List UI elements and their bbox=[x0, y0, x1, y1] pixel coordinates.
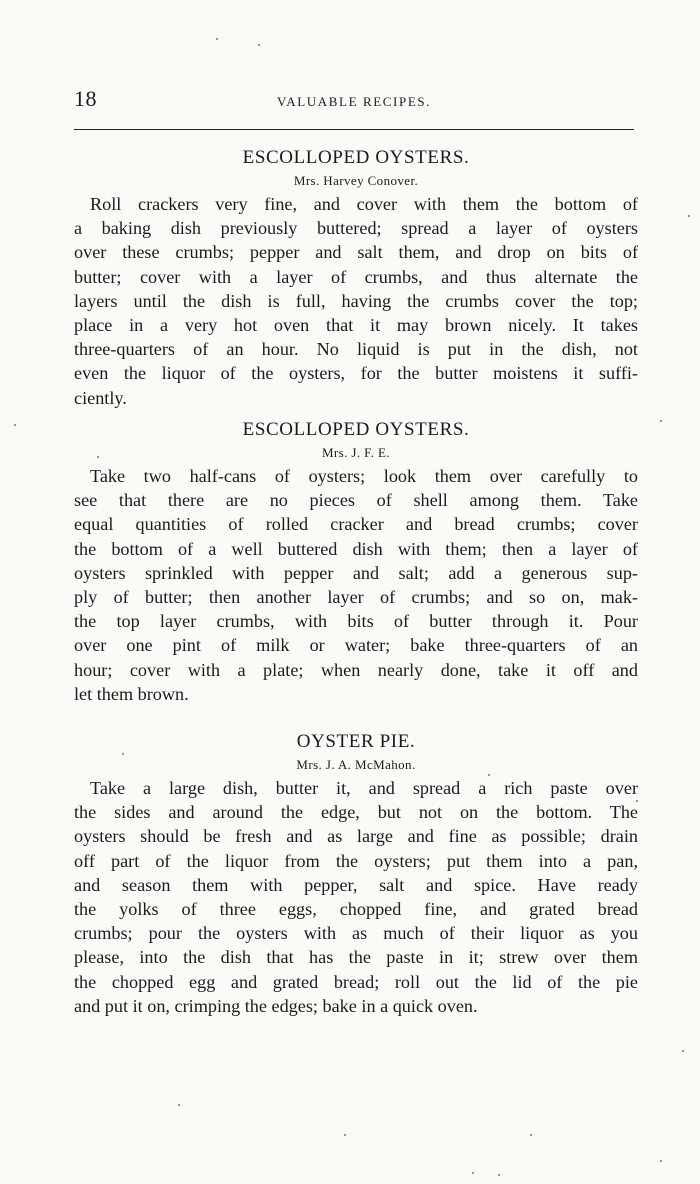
scan-speck bbox=[344, 1134, 346, 1136]
text-line: ciently. bbox=[74, 387, 127, 408]
recipe bbox=[74, 146, 638, 410]
text-line: equal quantities of rolled cracker and bread crumbs; cover bbox=[74, 514, 638, 535]
scan-speck bbox=[688, 215, 690, 217]
text-line: hour; cover with a plate; when nearly done, take it off and bbox=[74, 659, 638, 680]
text-line: over one pint of milk or water; bake three-quarters of an bbox=[74, 635, 638, 656]
recipe-title: ESCOLLOPED OYSTERS. bbox=[242, 419, 470, 440]
text-line: let them brown. bbox=[74, 683, 189, 704]
text-line: ply of butter; then another layer of crumbs; and so on, mak- bbox=[74, 587, 638, 608]
scan-speck bbox=[97, 456, 99, 458]
scan-speck bbox=[660, 420, 662, 422]
text-line: the chopped egg and grated bread; roll out the lid of the pie bbox=[74, 971, 638, 992]
page-header bbox=[74, 86, 634, 116]
text-line: Roll crackers very fine, and cover with them the bottom of bbox=[90, 194, 638, 214]
page-number: 18 bbox=[74, 86, 97, 111]
recipe bbox=[74, 730, 638, 1018]
scan-speck bbox=[660, 1160, 662, 1162]
text-line: see that there are no pieces of shell among them. Take bbox=[74, 490, 638, 511]
scan-speck bbox=[178, 1104, 180, 1106]
text-line: and put it on, crimping the edges; bake in a quick oven. bbox=[74, 995, 478, 1016]
scan-speck bbox=[258, 44, 260, 46]
recipe-author: Mrs. Harvey Conover. bbox=[293, 173, 419, 188]
text-line: a baking dish previously buttered; spread a layer of oysters bbox=[74, 218, 638, 239]
text-line: off part of the liquor from the oysters; put them into a pan, bbox=[74, 850, 638, 871]
text-line: the yolks of three eggs, chopped fine, and grated bread bbox=[74, 899, 638, 920]
text-line: Take a large dish, butter it, and spread a rich paste over bbox=[90, 778, 638, 798]
recipe-body bbox=[74, 464, 638, 706]
recipe-title: ESCOLLOPED OYSTERS. bbox=[242, 147, 470, 168]
text-line: the sides and around the edge, but not on the bottom. The bbox=[74, 802, 638, 823]
recipe bbox=[74, 418, 638, 706]
recipe-author: Mrs. J. A. McMahon. bbox=[296, 757, 416, 772]
scan-speck bbox=[488, 774, 490, 776]
text-line: and season them with pepper, salt and spice. Have ready bbox=[74, 874, 638, 895]
text-line: please, into the dish that has the paste in it; strew over them bbox=[74, 947, 638, 968]
text-line: the bottom of a well buttered dish with them; then a layer of bbox=[74, 538, 638, 559]
scan-speck bbox=[472, 1172, 474, 1174]
scan-speck bbox=[216, 38, 218, 40]
text-line: three-quarters of an hour. No liquid is put in the dish, not bbox=[74, 339, 638, 360]
text-line: the top layer crumbs, with bits of butter through it. Pour bbox=[74, 611, 638, 632]
text-line: layers until the dish is full, having the crumbs cover the top; bbox=[74, 290, 638, 311]
header-rule bbox=[74, 129, 634, 130]
text-line: oysters sprinkled with pepper and salt; add a generous sup- bbox=[74, 562, 638, 583]
text-line: place in a very hot oven that it may brown nicely. It takes bbox=[74, 315, 638, 336]
text-line: even the liquor of the oysters, for the butter moistens it suffi- bbox=[74, 363, 638, 384]
scan-speck bbox=[636, 800, 638, 802]
text-line: Take two half-cans of oysters; look them over carefully to bbox=[90, 466, 638, 486]
recipe-body bbox=[74, 192, 638, 410]
recipe-author: Mrs. J. F. E. bbox=[321, 445, 391, 460]
scan-speck bbox=[682, 1050, 684, 1052]
scan-speck bbox=[14, 424, 16, 426]
recipe-body bbox=[74, 776, 638, 1018]
scan-speck bbox=[498, 1174, 500, 1176]
text-line: over these crumbs; pepper and salt them, and drop on bits of bbox=[74, 242, 638, 263]
text-line: butter; cover with a layer of crumbs, and thus alternate the bbox=[74, 266, 638, 287]
text-line: crumbs; pour the oysters with as much of their liquor as you bbox=[74, 923, 638, 944]
scan-speck bbox=[122, 753, 124, 755]
scan-speck bbox=[530, 1134, 532, 1136]
running-head: VALUABLE RECIPES. bbox=[276, 94, 432, 109]
recipe-title: OYSTER PIE. bbox=[296, 731, 416, 752]
text-line: oysters should be fresh and as large and fine as possible; drain bbox=[74, 826, 638, 847]
